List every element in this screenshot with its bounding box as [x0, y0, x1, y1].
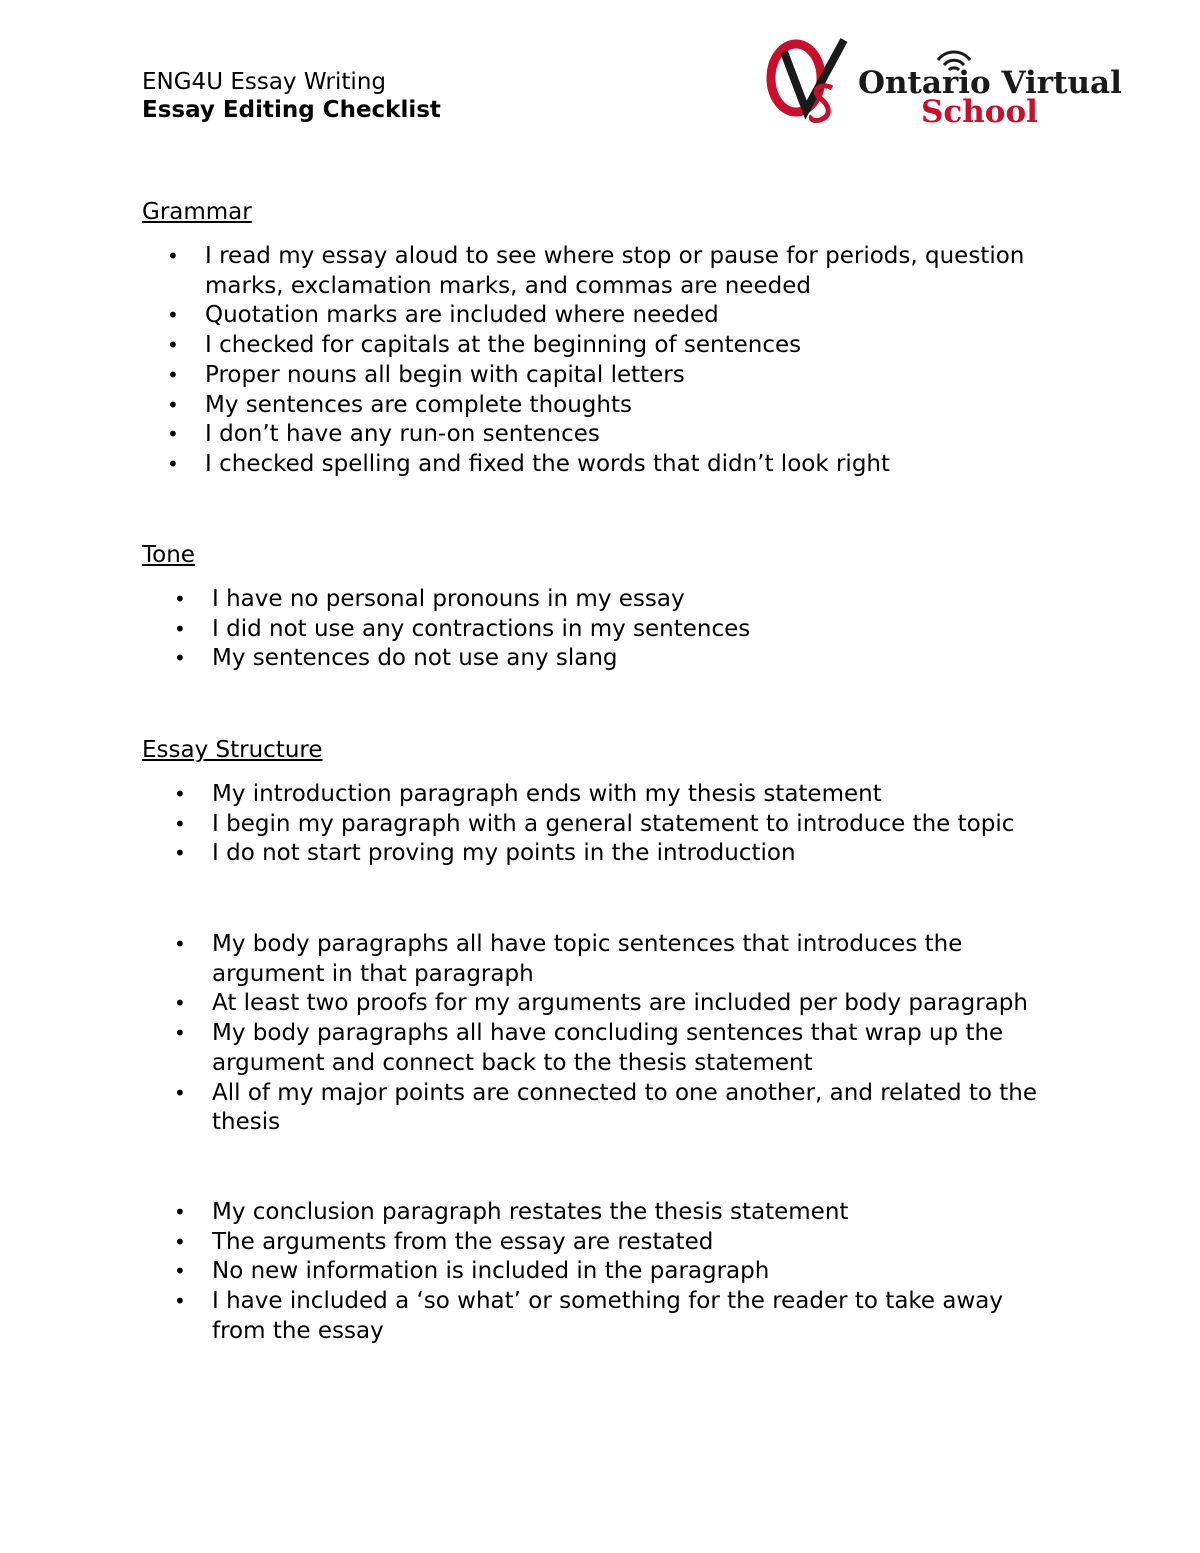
checklist-item: • All of my major points are connected to one another, and related to the thesis: [174, 1079, 1038, 1136]
checklist-item: • I checked for capitals at the beginning of sentences: [205, 331, 1085, 361]
bullet-icon: •: [174, 616, 186, 641]
bullet-icon: •: [167, 392, 179, 417]
bullet-icon: •: [174, 587, 186, 611]
checklist-item: • My introduction paragraph ends with my thesis statement: [212, 780, 1092, 810]
section-heading-tone: Tone: [142, 542, 195, 568]
checklist-item: • I don’t have any run-on sentences: [205, 420, 1085, 450]
course-name: ENG4U Essay Writing: [142, 69, 386, 95]
checklist-item: • At least two proofs for my arguments are included per body paragraph: [212, 989, 1067, 1019]
grammar-checklist: [167, 242, 1085, 480]
checklist-item: • My body paragraphs all have topic sentences that introduces the argument in that paragraph: [174, 931, 963, 987]
bullet-icon: •: [174, 646, 186, 671]
checklist-item: • I have no personal pronouns in my essay: [212, 585, 1092, 615]
bullet-icon: •: [167, 333, 179, 358]
bullet-icon: •: [174, 1080, 186, 1105]
ovs-monogram-icon: [766, 36, 858, 128]
checklist-item: • The arguments from the essay are restated: [212, 1228, 1042, 1258]
checklist-item: • Quotation marks are included where needed: [205, 301, 1085, 331]
checklist-item: • My sentences are complete thoughts: [205, 391, 1085, 421]
checklist-item: • I do not start proving my points in the introduction: [212, 839, 1092, 869]
checklist-item: • My conclusion paragraph restates the thesis statement: [212, 1198, 1042, 1228]
ontario-virtual-school-logo: [766, 36, 1122, 130]
bullet-icon: •: [174, 991, 186, 1016]
checklist-item: • I did not use any contractions in my sentences: [212, 615, 1092, 645]
bullet-icon: •: [167, 422, 179, 447]
logo-wordmark-school: School: [921, 94, 1038, 130]
bullet-icon: •: [174, 1229, 186, 1254]
tone-checklist: [174, 585, 1092, 674]
document-title: Essay Editing Checklist: [142, 97, 441, 123]
bullet-icon: •: [167, 451, 179, 476]
conclusion-checklist: [174, 1198, 1042, 1347]
bullet-icon: •: [174, 1021, 186, 1046]
bullet-icon: •: [174, 841, 186, 866]
bullet-icon: •: [174, 1200, 186, 1224]
document-header: [142, 68, 441, 124]
introduction-checklist: [174, 780, 1092, 869]
bullet-icon: •: [174, 932, 186, 956]
checklist-item: • I have included a ‘so what’ or something for the reader to take away from the essay: [174, 1288, 1003, 1344]
section-heading-essay-structure: Essay Structure: [142, 737, 323, 763]
checklist-item: • I begin my paragraph with a general statement to introduce the topic: [212, 810, 1092, 840]
logo-wordmark: Ontario Virtual: [858, 65, 1122, 101]
bullet-icon: •: [167, 362, 179, 387]
section-heading-grammar: Grammar: [142, 199, 252, 225]
body-paragraphs-checklist: [174, 930, 1067, 1138]
bullet-icon: •: [174, 811, 186, 836]
checklist-item: • No new information is included in the paragraph: [212, 1257, 1042, 1287]
checklist-item: • My body paragraphs all have concluding sentences that wrap up the argument and connect back to the thesis statement: [174, 1020, 1004, 1076]
checklist-item: • Proper nouns all begin with capital letters: [205, 361, 1085, 391]
bullet-icon: •: [174, 782, 186, 806]
checklist-item: • I checked spelling and fixed the words that didn’t look right: [205, 450, 1085, 480]
bullet-icon: •: [167, 244, 179, 268]
bullet-icon: •: [174, 1259, 186, 1284]
bullet-icon: •: [174, 1289, 186, 1314]
checklist-item: • I read my essay aloud to see where stop or pause for periods, question marks, exclamation marks, and commas are needed: [167, 243, 1025, 299]
bullet-icon: •: [167, 303, 179, 328]
checklist-item: • My sentences do not use any slang: [212, 644, 1092, 674]
